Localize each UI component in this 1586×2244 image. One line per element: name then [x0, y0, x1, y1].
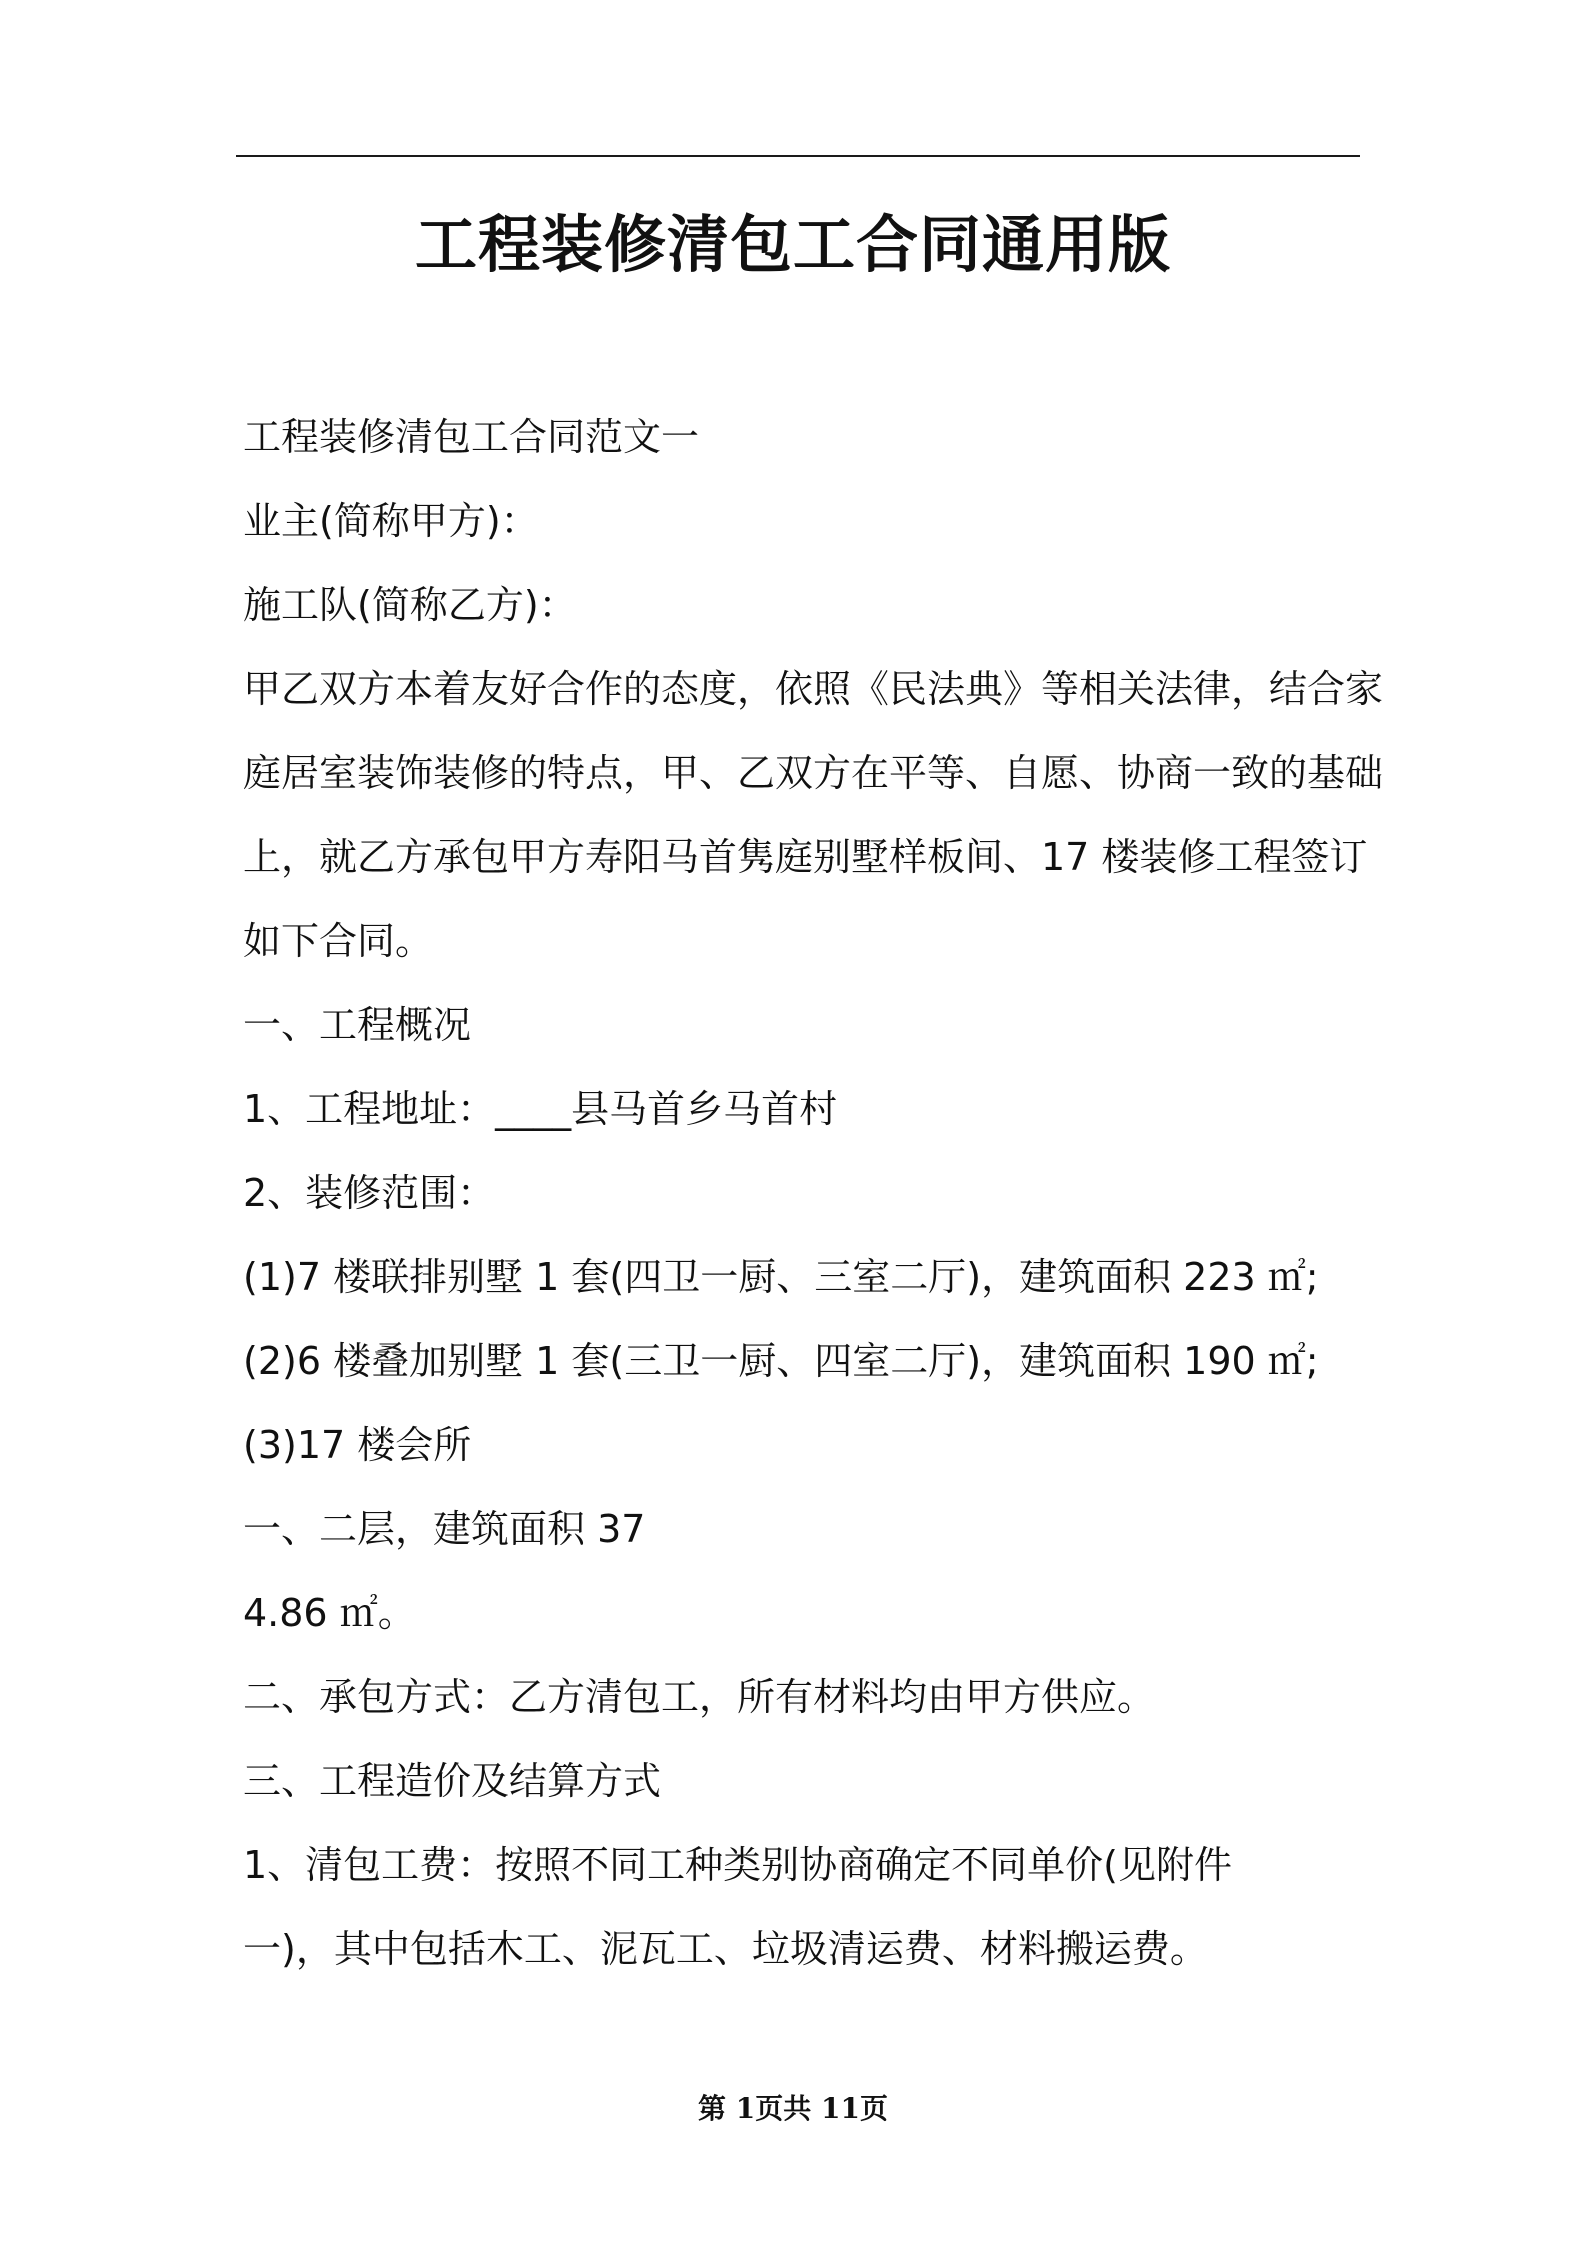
body-line: 4.86 ㎡。 [243, 1591, 416, 1635]
section-heading: 二、承包方式：乙方清包工，所有材料均由甲方供应。 [243, 1675, 1156, 1719]
body-line: 甲乙双方本着友好合作的态度，依照《民法典》等相关法律，结合家 [243, 667, 1384, 711]
body-line: 施工队(简称乙方)： [243, 583, 577, 627]
header-rule [236, 155, 1360, 157]
body-line: 如下合同。 [243, 919, 434, 963]
body-line: 庭居室装饰装修的特点，甲、乙双方在平等、自愿、协商一致的基础 [243, 751, 1384, 795]
section-heading: 三、工程造价及结算方式 [243, 1759, 662, 1803]
body-line: 一、二层，建筑面积 37 [243, 1507, 646, 1551]
body-line: (2)6 楼叠加别墅 1 套(三卫一厨、四室二厅)，建筑面积 190 ㎡; [243, 1339, 1319, 1383]
body-line: 工程装修清包工合同范文一 [243, 415, 700, 459]
body-line: (1)7 楼联排别墅 1 套(四卫一厨、三室二厅)，建筑面积 223 ㎡; [243, 1255, 1319, 1299]
page-number: 第 1页共 11页 [698, 2092, 888, 2125]
body-line: 上，就乙方承包甲方寿阳马首隽庭别墅样板间、17 楼装修工程签订 [243, 835, 1368, 879]
body-line: (3)17 楼会所 [243, 1423, 472, 1467]
body-line: 2、装修范围： [243, 1171, 496, 1215]
document-title: 工程装修清包工合同通用版 [414, 208, 1171, 281]
body-line: 一)，其中包括木工、泥瓦工、垃圾清运费、材料搬运费。 [243, 1927, 1208, 1971]
section-heading: 一、工程概况 [243, 1003, 472, 1047]
body-line: 1、清包工费：按照不同工种类别协商确定不同单价(见附件 [243, 1843, 1233, 1887]
body-line: 1、工程地址：____县马首乡马首村 [243, 1087, 838, 1131]
body-line: 业主(简称甲方)： [243, 499, 539, 543]
document-body [243, 395, 1384, 1991]
